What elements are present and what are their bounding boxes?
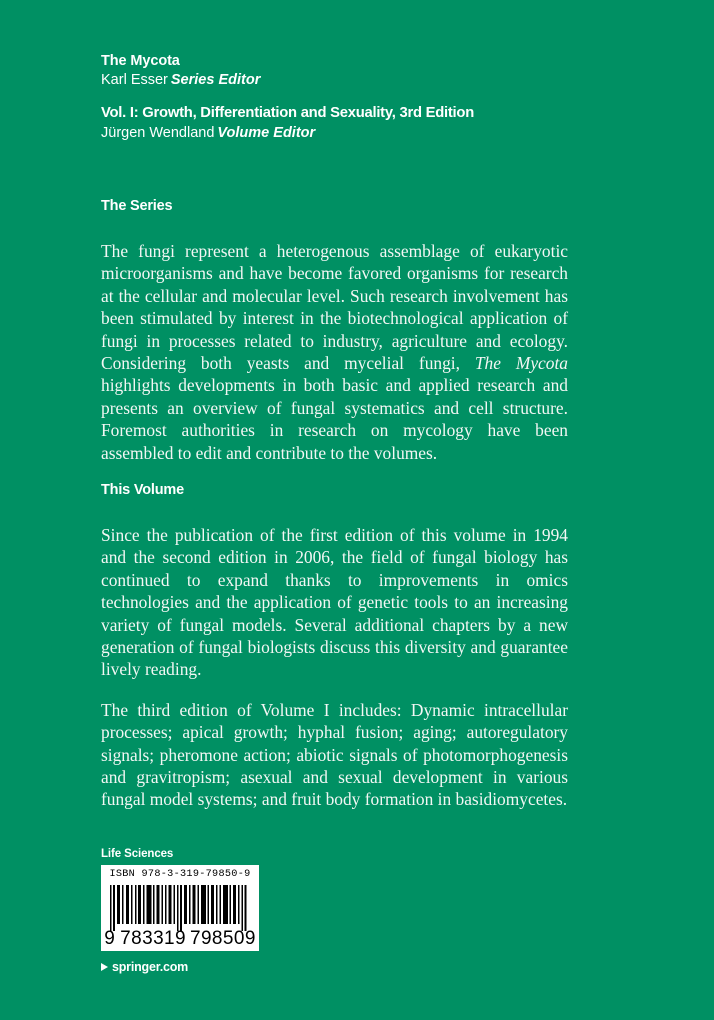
volume-paragraph-1: Since the publication of the first edition of this volume in 1994 and the second edition in 2006, the field of fungal biology has continued to expand thanks to improvements in omics technologies and the application of genetic tools to an increasing variety of fungal models. Several additional chapters by a new generation of fungal biologists discuss this diversity and guarantee lively reading. [101, 525, 568, 680]
series-paragraph-part-2: highlights developments in both basic and applied research and presents an overview of fungal systematics and cell structure. Foremost authorities in research on mycology have been assembled to edit and contribute to the volumes. [101, 375, 568, 463]
volume-editor-line [101, 124, 581, 143]
ean-lead-digit: 9 [104, 928, 116, 949]
section-heading-volume: This Volume [101, 482, 184, 498]
isbn-text: ISBN 978-3-319-79850-9 [109, 869, 251, 880]
series-title: The Mycota [101, 53, 180, 69]
ean-group-2: 798509 [189, 928, 256, 949]
ean-digits [101, 929, 259, 949]
series-editor-line [101, 71, 581, 90]
section-the-series [101, 198, 568, 464]
isbn-barcode [101, 865, 259, 951]
barcode-bars [110, 885, 250, 931]
series-paragraph-part-1: The fungi represent a heterogenous assemblage of eukaryotic microorganisms and have become favored organisms for research at the cellular and molecular level. Such research involvement has been stimulated by interest in the biotechnological application of fungi in processes related to industry, agriculture and ecology. Considering both yeasts and mycelial fungi, [101, 241, 568, 374]
cover-footer [101, 848, 321, 974]
volume-editor-name: Jürgen Wendland [101, 125, 215, 141]
series-paragraph-emphasis: The Mycota [474, 353, 568, 374]
volume-editor-role: Volume Editor [217, 125, 316, 141]
publisher-url[interactable]: springer.com [112, 960, 189, 974]
section-this-volume [101, 482, 568, 811]
cover-header [101, 52, 581, 143]
section-heading-series: The Series [101, 198, 173, 214]
series-editor-role: Series Editor [170, 72, 261, 88]
triangle-right-icon [101, 963, 108, 971]
ean-group-1: 783319 [120, 928, 186, 949]
volume-title: Vol. I: Growth, Differentiation and Sexuality, 3rd Edition [101, 105, 474, 121]
series-paragraph [101, 240, 568, 464]
subject-label: Life Sciences [101, 848, 174, 860]
series-editor-name: Karl Esser [101, 72, 168, 88]
publisher-link[interactable] [101, 960, 321, 974]
volume-paragraph-2: The third edition of Volume I includes: Dynamic intracellular processes; apical growth; hyphal fusion; aging; autoregulatory signals; pheromone action; abiotic signals of photomorphogenesis and gravitropism; asexual and sexual development in various fungal model systems; and fruit body formation in basidiomycetes. [101, 699, 568, 810]
